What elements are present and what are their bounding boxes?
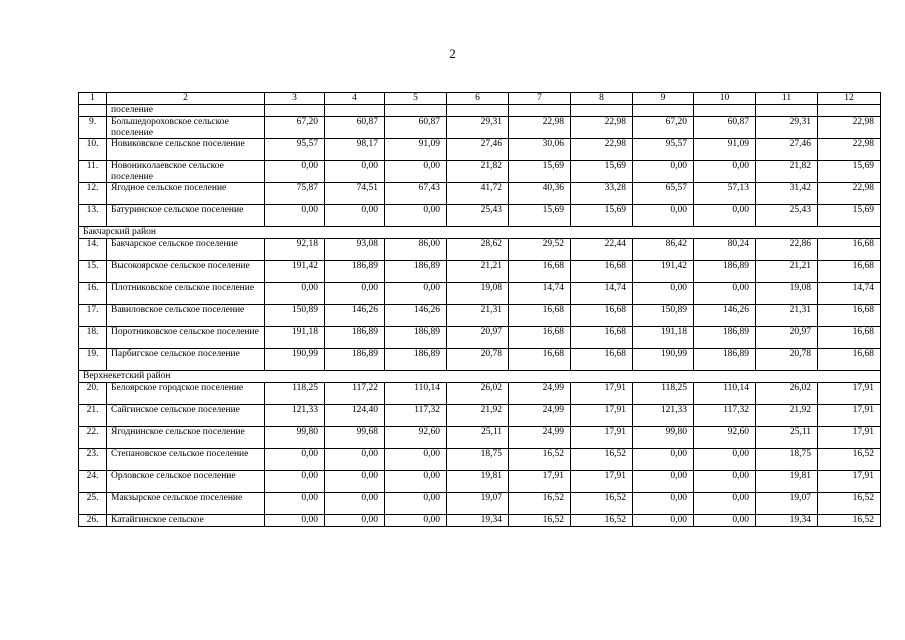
value-cell: 98,17: [325, 139, 385, 161]
value-cell: 15,69: [571, 161, 633, 183]
settlement-name: Ягоднинское сельское поселение: [107, 427, 265, 449]
value-cell: 22,98: [818, 183, 881, 205]
value-cell: 19,81: [447, 471, 509, 493]
column-header: 4: [325, 93, 385, 105]
value-cell: 0,00: [385, 283, 447, 305]
value-cell: 0,00: [265, 515, 325, 527]
table-row: [79, 117, 881, 139]
value-cell: 67,43: [385, 183, 447, 205]
value-cell: 0,00: [325, 283, 385, 305]
value-cell: 146,26: [325, 305, 385, 327]
table-row: [79, 493, 881, 515]
table-row: [79, 349, 881, 371]
value-cell: 75,87: [265, 183, 325, 205]
column-header: 7: [509, 93, 571, 105]
value-cell: 0,00: [385, 449, 447, 471]
value-cell: 16,52: [509, 515, 571, 527]
value-cell: 31,42: [756, 183, 818, 205]
value-cell: 16,68: [818, 305, 881, 327]
value-cell: 22,98: [818, 139, 881, 161]
value-cell: 80,24: [694, 239, 756, 261]
value-cell: 65,57: [633, 183, 694, 205]
value-cell: 0,00: [325, 515, 385, 527]
value-cell: 191,42: [633, 261, 694, 283]
table-row: [79, 139, 881, 161]
value-cell: 27,46: [756, 139, 818, 161]
value-cell: 60,87: [325, 117, 385, 139]
value-cell: 16,68: [509, 349, 571, 371]
value-cell: 17,91: [571, 405, 633, 427]
continuation-row: [79, 105, 881, 117]
value-cell: 16,52: [571, 449, 633, 471]
value-cell: 110,14: [385, 383, 447, 405]
row-number: 26.: [79, 515, 107, 527]
value-cell: 0,00: [694, 493, 756, 515]
row-number: 10.: [79, 139, 107, 161]
row-number: 16.: [79, 283, 107, 305]
value-cell: 16,52: [818, 449, 881, 471]
table-row: [79, 327, 881, 349]
value-cell: 22,44: [571, 239, 633, 261]
district-label: Бакчарский район: [79, 227, 881, 239]
table-row: [79, 427, 881, 449]
value-cell: 16,52: [571, 493, 633, 515]
value-cell: 93,08: [325, 239, 385, 261]
value-cell: 186,89: [325, 327, 385, 349]
column-header: 2: [107, 93, 265, 105]
value-cell: 121,33: [265, 405, 325, 427]
value-cell: [694, 105, 756, 117]
data-table: [78, 92, 881, 527]
value-cell: 0,00: [694, 283, 756, 305]
value-cell: 16,68: [509, 261, 571, 283]
value-cell: 30,06: [509, 139, 571, 161]
value-cell: 186,89: [694, 261, 756, 283]
settlement-name: Новоникoлаевское сельское поселение: [107, 161, 265, 183]
table-row: [79, 471, 881, 493]
value-cell: 29,31: [756, 117, 818, 139]
value-cell: 24,99: [509, 383, 571, 405]
table-row: [79, 305, 881, 327]
value-cell: 0,00: [265, 161, 325, 183]
column-header: 12: [818, 93, 881, 105]
value-cell: 14,74: [509, 283, 571, 305]
value-cell: 26,02: [756, 383, 818, 405]
value-cell: 20,97: [447, 327, 509, 349]
value-cell: 22,98: [571, 117, 633, 139]
row-number: 15.: [79, 261, 107, 283]
value-cell: 14,74: [571, 283, 633, 305]
row-number: 21.: [79, 405, 107, 427]
value-cell: 0,00: [325, 205, 385, 227]
value-cell: 0,00: [265, 471, 325, 493]
value-cell: 16,68: [571, 327, 633, 349]
row-number: 14.: [79, 239, 107, 261]
table-row: [79, 183, 881, 205]
value-cell: 0,00: [265, 283, 325, 305]
value-cell: 33,28: [571, 183, 633, 205]
value-cell: 21,31: [447, 305, 509, 327]
value-cell: 0,00: [385, 493, 447, 515]
value-cell: 0,00: [325, 471, 385, 493]
settlement-name: Новиковское сельское поселение: [107, 139, 265, 161]
column-header: 1: [79, 93, 107, 105]
value-cell: 150,89: [265, 305, 325, 327]
value-cell: 21,82: [756, 161, 818, 183]
value-cell: 186,89: [385, 327, 447, 349]
value-cell: 25,11: [756, 427, 818, 449]
table-row: [79, 405, 881, 427]
column-header: 10: [694, 93, 756, 105]
value-cell: 16,68: [571, 261, 633, 283]
value-cell: 22,98: [571, 139, 633, 161]
value-cell: 15,69: [571, 205, 633, 227]
value-cell: 0,00: [385, 205, 447, 227]
row-number: 12.: [79, 183, 107, 205]
value-cell: 191,42: [265, 261, 325, 283]
value-cell: 74,51: [325, 183, 385, 205]
value-cell: 19,81: [756, 471, 818, 493]
value-cell: 16,68: [818, 349, 881, 371]
value-cell: 118,25: [633, 383, 694, 405]
value-cell: [509, 105, 571, 117]
value-cell: [265, 105, 325, 117]
value-cell: 20,97: [756, 327, 818, 349]
value-cell: 17,91: [818, 405, 881, 427]
value-cell: 18,75: [447, 449, 509, 471]
value-cell: [571, 105, 633, 117]
value-cell: 0,00: [325, 161, 385, 183]
value-cell: 0,00: [325, 449, 385, 471]
value-cell: 16,68: [571, 305, 633, 327]
value-cell: 16,52: [509, 449, 571, 471]
value-cell: 117,32: [694, 405, 756, 427]
value-cell: 124,40: [325, 405, 385, 427]
value-cell: [325, 105, 385, 117]
value-cell: [447, 105, 509, 117]
value-cell: 92,60: [694, 427, 756, 449]
value-cell: 16,68: [509, 305, 571, 327]
district-section-row: [79, 227, 881, 239]
value-cell: 17,91: [571, 383, 633, 405]
value-cell: 99,68: [325, 427, 385, 449]
value-cell: 57,13: [694, 183, 756, 205]
value-cell: 17,91: [509, 471, 571, 493]
value-cell: 15,69: [818, 205, 881, 227]
settlement-name: Сайгинское сельское поселение: [107, 405, 265, 427]
column-header: 5: [385, 93, 447, 105]
value-cell: 16,52: [818, 515, 881, 527]
value-cell: 19,08: [447, 283, 509, 305]
column-header: 11: [756, 93, 818, 105]
value-cell: 14,74: [818, 283, 881, 305]
value-cell: 99,80: [633, 427, 694, 449]
value-cell: 146,26: [694, 305, 756, 327]
value-cell: 95,57: [633, 139, 694, 161]
value-cell: 16,68: [571, 349, 633, 371]
settlement-name: Плотниковское сельское поселение: [107, 283, 265, 305]
value-cell: 0,00: [633, 205, 694, 227]
value-cell: 0,00: [633, 449, 694, 471]
row-number: 17.: [79, 305, 107, 327]
value-cell: 86,00: [385, 239, 447, 261]
row-number: 25.: [79, 493, 107, 515]
value-cell: 19,08: [756, 283, 818, 305]
value-cell: 0,00: [694, 205, 756, 227]
table-row: [79, 261, 881, 283]
value-cell: 16,68: [818, 239, 881, 261]
value-cell: 0,00: [325, 493, 385, 515]
value-cell: 186,89: [694, 349, 756, 371]
settlement-name: Белоярское городское поселение: [107, 383, 265, 405]
district-label: Верхнекетский район: [79, 371, 881, 383]
value-cell: 18,75: [756, 449, 818, 471]
value-cell: 190,99: [633, 349, 694, 371]
value-cell: 16,68: [509, 327, 571, 349]
value-cell: 0,00: [385, 471, 447, 493]
table-row: [79, 515, 881, 527]
settlement-name: Орловское сельское поселение: [107, 471, 265, 493]
value-cell: 191,18: [265, 327, 325, 349]
value-cell: 92,60: [385, 427, 447, 449]
value-cell: 67,20: [265, 117, 325, 139]
value-cell: 0,00: [265, 205, 325, 227]
value-cell: 15,69: [818, 161, 881, 183]
value-cell: 186,89: [325, 261, 385, 283]
value-cell: 0,00: [265, 493, 325, 515]
settlement-name: Ягодное сельское поселение: [107, 183, 265, 205]
value-cell: 19,07: [447, 493, 509, 515]
value-cell: 22,98: [818, 117, 881, 139]
value-cell: 26,02: [447, 383, 509, 405]
value-cell: 121,33: [633, 405, 694, 427]
value-cell: 22,86: [756, 239, 818, 261]
value-cell: 117,32: [385, 405, 447, 427]
value-cell: 0,00: [633, 471, 694, 493]
value-cell: 17,91: [571, 471, 633, 493]
table-row: [79, 239, 881, 261]
value-cell: 110,14: [694, 383, 756, 405]
value-cell: 21,92: [756, 405, 818, 427]
value-cell: 117,22: [325, 383, 385, 405]
value-cell: 0,00: [633, 161, 694, 183]
value-cell: 19,34: [447, 515, 509, 527]
value-cell: 19,07: [756, 493, 818, 515]
table-row: [79, 383, 881, 405]
row-number: 18.: [79, 327, 107, 349]
settlement-name: Парбигское сельское поселение: [107, 349, 265, 371]
value-cell: 16,52: [509, 493, 571, 515]
value-cell: 0,00: [694, 449, 756, 471]
value-cell: 0,00: [265, 449, 325, 471]
value-cell: 40,36: [509, 183, 571, 205]
value-cell: 0,00: [633, 493, 694, 515]
value-cell: 118,25: [265, 383, 325, 405]
settlement-name: Макзырское сельское поселение: [107, 493, 265, 515]
settlement-name: Поротниковское сельское поселение: [107, 327, 265, 349]
settlement-name: Высокоярское сельское поселение: [107, 261, 265, 283]
value-cell: 0,00: [633, 515, 694, 527]
value-cell: 41,72: [447, 183, 509, 205]
district-section-row: [79, 371, 881, 383]
table-row: [79, 205, 881, 227]
value-cell: 21,31: [756, 305, 818, 327]
column-header: 8: [571, 93, 633, 105]
column-header: 3: [265, 93, 325, 105]
settlement-name: Большедороховское сельское поселение: [107, 117, 265, 139]
value-cell: 60,87: [694, 117, 756, 139]
value-cell: 91,09: [385, 139, 447, 161]
value-cell: 17,91: [571, 427, 633, 449]
value-cell: 20,78: [447, 349, 509, 371]
value-cell: 191,18: [633, 327, 694, 349]
value-cell: 29,31: [447, 117, 509, 139]
settlement-name: Вавиловское сельское поселение: [107, 305, 265, 327]
value-cell: 186,89: [385, 261, 447, 283]
value-cell: 0,00: [694, 161, 756, 183]
value-cell: 0,00: [694, 471, 756, 493]
value-cell: 29,52: [509, 239, 571, 261]
value-cell: 186,89: [385, 349, 447, 371]
value-cell: 86,42: [633, 239, 694, 261]
value-cell: 91,09: [694, 139, 756, 161]
value-cell: 0,00: [385, 515, 447, 527]
value-cell: 25,43: [447, 205, 509, 227]
value-cell: 60,87: [385, 117, 447, 139]
value-cell: 22,98: [509, 117, 571, 139]
page-number: 2: [449, 46, 456, 61]
value-cell: 25,11: [447, 427, 509, 449]
value-cell: 16,68: [818, 327, 881, 349]
value-cell: [818, 105, 881, 117]
value-cell: 186,89: [694, 327, 756, 349]
row-number: 23.: [79, 449, 107, 471]
value-cell: 27,46: [447, 139, 509, 161]
value-cell: 92,18: [265, 239, 325, 261]
column-header: 9: [633, 93, 694, 105]
value-cell: 17,91: [818, 427, 881, 449]
value-cell: [385, 105, 447, 117]
value-cell: 24,99: [509, 427, 571, 449]
value-cell: 19,34: [756, 515, 818, 527]
value-cell: [633, 105, 694, 117]
table-row: [79, 449, 881, 471]
value-cell: 99,80: [265, 427, 325, 449]
settlement-name: поселение: [107, 105, 265, 117]
row-number: [79, 105, 107, 117]
value-cell: 0,00: [633, 283, 694, 305]
value-cell: 24,99: [509, 405, 571, 427]
table-row: [79, 283, 881, 305]
header-row: [79, 93, 881, 105]
row-number: 13.: [79, 205, 107, 227]
value-cell: 21,21: [756, 261, 818, 283]
value-cell: 17,91: [818, 471, 881, 493]
value-cell: 150,89: [633, 305, 694, 327]
row-number: 22.: [79, 427, 107, 449]
value-cell: 28,62: [447, 239, 509, 261]
value-cell: 15,69: [509, 161, 571, 183]
value-cell: 16,52: [818, 493, 881, 515]
settlement-name: Бакчарское сельское поселение: [107, 239, 265, 261]
row-number: 9.: [79, 117, 107, 139]
value-cell: 146,26: [385, 305, 447, 327]
settlement-name: Катайгинское сельское: [107, 515, 265, 527]
row-number: 19.: [79, 349, 107, 371]
value-cell: 20,78: [756, 349, 818, 371]
value-cell: 67,20: [633, 117, 694, 139]
row-number: 20.: [79, 383, 107, 405]
value-cell: [756, 105, 818, 117]
value-cell: 16,68: [818, 261, 881, 283]
row-number: 24.: [79, 471, 107, 493]
table-row: [79, 161, 881, 183]
value-cell: 21,92: [447, 405, 509, 427]
settlement-name: Степановское сельское поселение: [107, 449, 265, 471]
value-cell: 15,69: [509, 205, 571, 227]
column-header: 6: [447, 93, 509, 105]
settlement-name: Батуринское сельское поселение: [107, 205, 265, 227]
value-cell: 25,43: [756, 205, 818, 227]
value-cell: 17,91: [818, 383, 881, 405]
value-cell: 95,57: [265, 139, 325, 161]
value-cell: 0,00: [385, 161, 447, 183]
row-number: 11.: [79, 161, 107, 183]
table-body: [79, 93, 881, 527]
value-cell: 16,52: [571, 515, 633, 527]
value-cell: 190,99: [265, 349, 325, 371]
value-cell: 186,89: [325, 349, 385, 371]
value-cell: 21,21: [447, 261, 509, 283]
value-cell: 0,00: [694, 515, 756, 527]
value-cell: 21,82: [447, 161, 509, 183]
